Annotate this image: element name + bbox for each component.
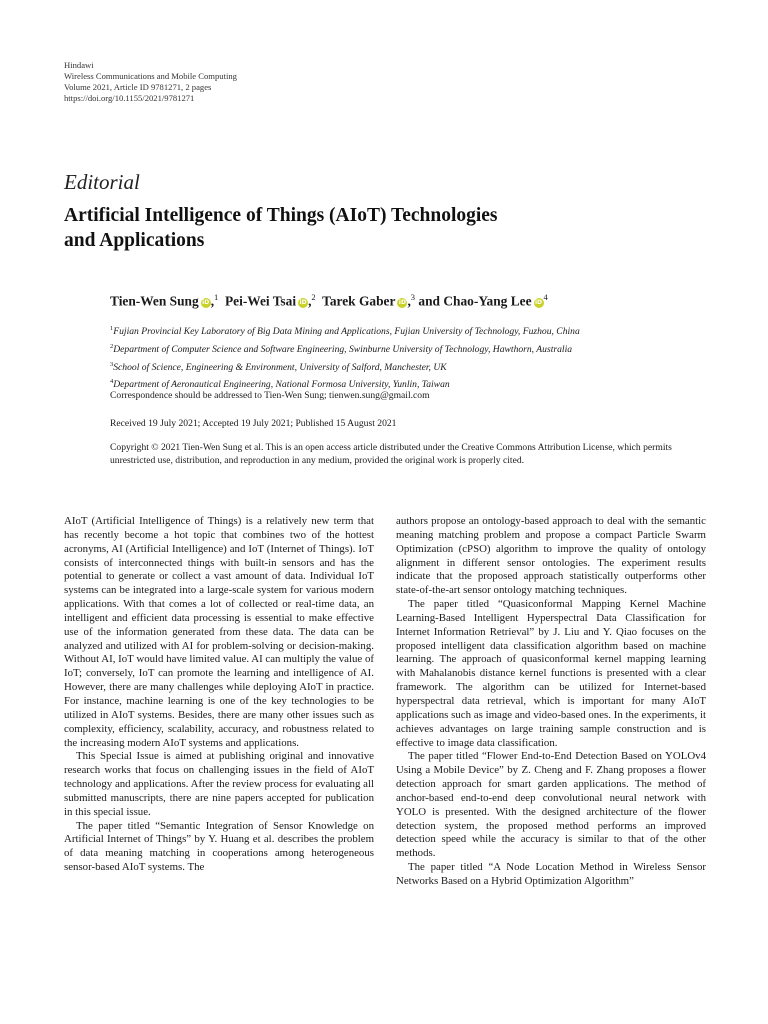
affiliation (110, 340, 580, 358)
orcid-icon[interactable]: iD (398, 299, 406, 307)
doi-link[interactable]: https://doi.org/10.1155/2021/9781271 (64, 93, 195, 103)
author-list (110, 292, 548, 309)
author-name: Pei-Wei Tsai (225, 293, 297, 309)
author-name: Tien-Wen Sung (110, 293, 199, 309)
copyright-notice: Copyright © 2021 Tien-Wen Sung et al. This is an open access article distributed under the Creative Commons Attribution License, which permits unrestricted use, distribution, and reproduction in any medium, provided the original work is properly cited. (110, 442, 672, 466)
author-affil-ref: 1 (214, 292, 219, 302)
volume-info: Volume 2021, Article ID 9781271, 2 pages (64, 82, 212, 92)
author-separator: , (308, 293, 312, 309)
affiliation (110, 358, 580, 376)
publisher-name: Hindawi (64, 60, 94, 70)
body-column-left (64, 515, 374, 875)
affiliation (110, 322, 580, 340)
author-separator: , (210, 293, 215, 309)
author-conjunction: and (418, 293, 440, 309)
orcid-icon[interactable]: iD (299, 299, 307, 307)
orcid-icon[interactable]: iD (534, 299, 543, 307)
body-paragraph: The paper titled “Flower End-to-End Detection Based on YOLOv4 Using a Mobile Device” by Z. Cheng and F. Zhang proposes a flower detection approach for smart garden applications. The method of anchor-based end-to-end deep convolutional neural network with YOLO is presented. With the designed architecture of the flower detection system, the proposed method performs an improved detection speed while the accuracy is similar to that of the other methods. (396, 750, 706, 860)
author-affil-ref: 2 (311, 292, 316, 302)
journal-name: Wireless Communications and Mobile Computing (64, 71, 237, 81)
affiliation-number: 1 (110, 325, 114, 332)
publication-dates: Received 19 July 2021; Accepted 19 July 2021; Published 15 August 2021 (110, 418, 397, 429)
body-paragraph: The paper titled “Quasiconformal Mapping Kernel Machine Learning-Based Intelligent Hyperspectral Data Classification for Internet Information Retrieval” by J. Liu and Y. Qiao focuses on the proposed intelligent data classification algorithm based on machine learning. The approach of quasiconformal kernel mapping learning with Mahalanobis distance kernel functions is presented with a clear framework. The algorithm can be utilized for Internet-based hyperspectral data retrieval, which is important for many AIoT applications such as image and video-based ones. In the experiments, it achieves advantages on large training sample construction and is effective to image data classification. (396, 598, 706, 749)
body-paragraph: The paper titled “Semantic Integration of Sensor Knowledge on Artificial Internet of Things” by Y. Huang et al. describes the problem of data meaning matching in cooperations among heterogeneous sensor-based AIoT systems. The (64, 819, 374, 874)
affiliation-number: 3 (110, 360, 114, 368)
title-line-2: and Applications (64, 230, 205, 251)
affiliation-text: Department of Computer Science and Software Engineering, Swinburne University of Technology, Hawthorn, Australia (113, 343, 573, 355)
body-paragraph: AIoT (Artificial Intelligence of Things) is a relatively new term that has recently become a hot topic that combines two of the hottest acronyms, AI (Artificial Intelligence) and IoT (Internet of Things). IoT consists of interconnected things with built-in sensors and has the potential to generate or collect a vast amount of data. Individual IoT systems can be integrated into a large-scale system for various modern applications. With that comes a lot of collected or real-time data, an intelligent and efficient data processing is essential to make effective use of the information generated from these data. The data can be analyzed and utilized with AI for problem-solving or decision-making. Without AI, IoT would have limited value. AI can multiply the value of IoT; conversely, IoT can promote the learning and intelligence of AI. However, there are many challenges while deploying AIoT in practice. For instance, machine learning is one of the key technologies to be utilized in AIoT systems. Besides, there are many other issues such as complexity, efficiency, scalability, accuracy, and robustness related to the increasing modern AIoT systems and applications. (64, 515, 374, 749)
affiliation-text: Department of Aeronautical Engineering, National Formosa University, Yunlin, Taiwan (113, 379, 450, 391)
body-paragraph: The paper titled “A Node Location Method in Wireless Sensor Networks Based on a Hybrid Optimization Algorithm” (396, 861, 706, 887)
body-column-right (396, 515, 706, 889)
section-label: Editorial (64, 170, 140, 194)
affiliation-number: 2 (110, 342, 114, 350)
affiliation-text: Fujian Provincial Key Laboratory of Big Data Mining and Applications, Fujian University of Technology, Fuzhou, China (113, 326, 580, 338)
correspondence: Correspondence should be addressed to Tien-Wen Sung; tienwen.sung@gmail.com (110, 390, 430, 401)
affiliation-number: 4 (110, 378, 114, 386)
affiliation-list (110, 322, 580, 393)
body-paragraph: This Special Issue is aimed at publishing original and innovative research works that focus on challenging issues in the field of AIoT technology and applications. After the review process for evaluating all submitted manuscripts, there are nine papers accepted for publication in this special issue. (64, 750, 374, 818)
orcid-icon[interactable]: iD (202, 299, 210, 307)
author-affil-ref: 4 (543, 292, 548, 302)
author-separator: , (407, 293, 411, 309)
title-line-1: Artificial Intelligence of Things (AIoT) Technologies (64, 205, 498, 226)
article-title (64, 203, 684, 253)
author-affil-ref: 3 (410, 292, 416, 302)
author-name: Tarek Gaber (322, 293, 396, 309)
body-paragraph: authors propose an ontology-based approach to deal with the semantic meaning matching problem and propose a compact Particle Swarm Optimization (cPSO) algorithm to improve the quality of ontology alignment in different sensor ontologies. The experiment results indicate that the proposed approach statistically outperforms other state-of-the-art sensor ontology matching techniques. (396, 515, 706, 597)
journal-header (64, 60, 237, 104)
author-name: Chao-Yang Lee (443, 293, 532, 309)
affiliation-text: School of Science, Engineering & Environment, University of Salford, Manchester, UK (113, 361, 447, 373)
